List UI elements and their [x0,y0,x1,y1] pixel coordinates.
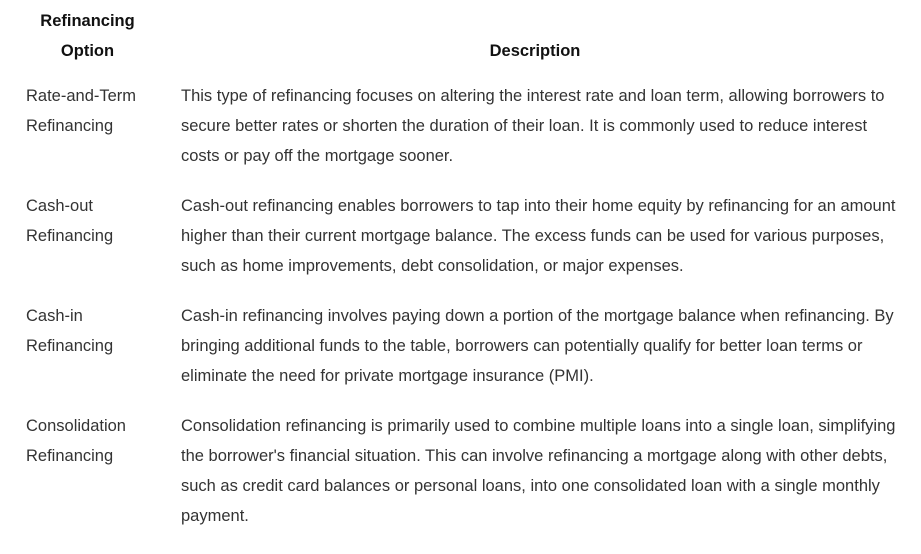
table-row [10,181,905,291]
table-row [10,71,905,181]
table-body [10,71,905,541]
refinancing-options-table [10,6,905,541]
description-cell: This type of refinancing focuses on altering the interest rate and loan term, allowing borrowers to secure better rates or shorten the duration of their loan. It is commonly used to reduce interest costs or pay off the mortgage sooner. [181,87,885,165]
option-line1: Rate-and-Term [26,87,137,105]
header-row [10,6,905,71]
header-option [10,6,165,71]
option-line2: Refinancing [26,337,114,355]
header-option-line1: Refinancing [40,12,135,30]
option-cell [10,291,165,401]
description-cell: Consolidation refinancing is primarily used to combine multiple loans into a single loan, simplifying the borrower's financial situation. This can involve refinancing a mortgage along with other debts, such as credit card balances or personal loans, into one consolidated loan with a single monthly payment. [181,417,896,525]
table-row [10,291,905,401]
description-cell: Cash-out refinancing enables borrowers to tap into their home equity by refinancing for an amount higher than their current mortgage balance. The excess funds can be used for various purposes, such as home improvements, debt consolidation, or major expenses. [181,197,896,275]
option-line1: Cash-out [26,197,93,215]
option-line2: Refinancing [26,227,114,245]
table-row [10,401,905,541]
option-cell [10,401,165,541]
option-cell [10,181,165,291]
table-header [10,6,905,71]
header-description: Description [489,42,581,60]
header-option-line2: Option [60,42,115,60]
description-cell: Cash-in refinancing involves paying down a portion of the mortgage balance when refinancing. By bringing additional funds to the table, borrowers can potentially qualify for better loan terms or eliminate the need for private mortgage insurance (PMI). [181,307,894,385]
option-line1: Cash-in [26,307,83,325]
option-line2: Refinancing [26,117,114,135]
option-cell [10,71,165,181]
option-line1: Consolidation [26,417,126,435]
option-line2: Refinancing [26,447,114,465]
